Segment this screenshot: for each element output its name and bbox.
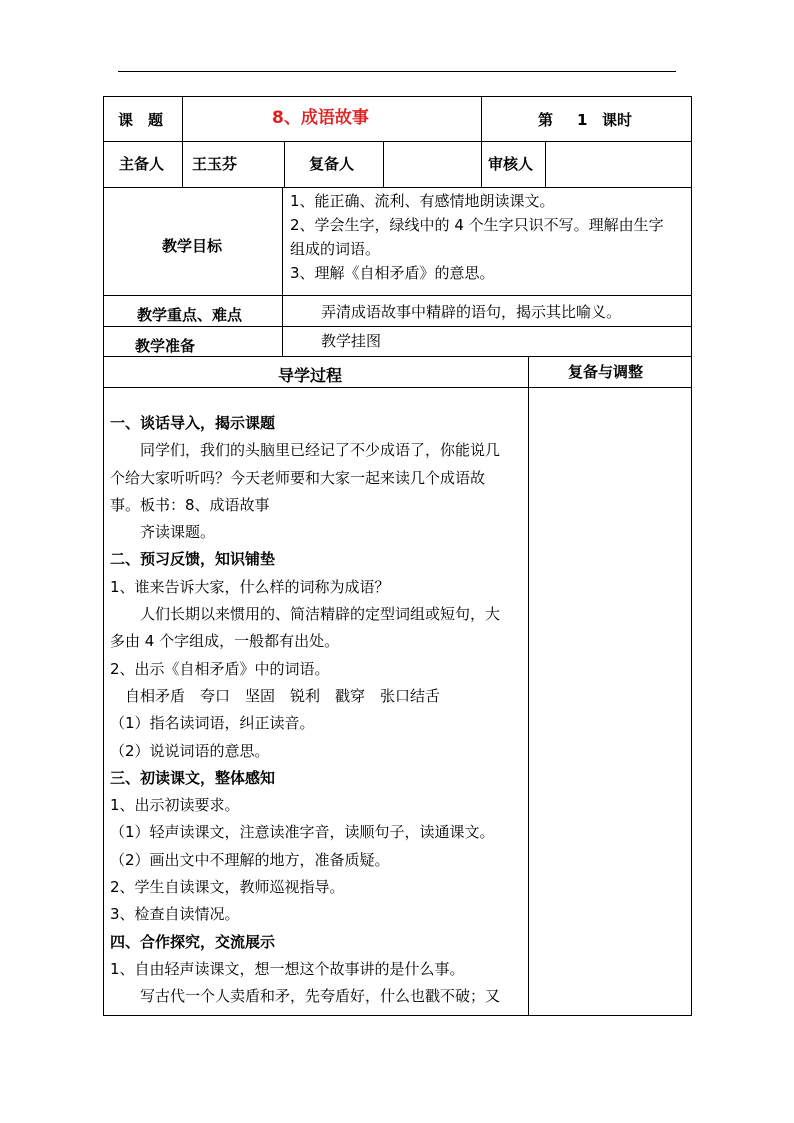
preparer-label: 主备人 [119, 155, 165, 173]
goals-label: 教学目标 [162, 237, 223, 255]
process-line: 1、谁来告诉大家，什么样的词称为成语？ [110, 577, 390, 596]
goal-line: 2、学会生字，绿线中的 4 个生字只识不写。理解由生字 [290, 216, 664, 234]
preparation-text: 教学挂图 [321, 332, 382, 350]
process-line: （2）说说词语的意思。 [110, 741, 270, 760]
process-line: （2）画出文中不理解的地方，准备质疑。 [110, 850, 390, 869]
goal-line: 组成的词语。 [290, 240, 381, 258]
process-line: 2、学生自读课文，教师巡视指导。 [110, 878, 345, 897]
process-line: 人们长期以来惯用的、简洁精辟的定型词组或短句，大 [140, 605, 501, 624]
header-rule [118, 71, 676, 72]
key-points-label: 教学重点、难点 [137, 306, 243, 324]
process-line: 齐读课题。 [140, 523, 216, 542]
preparation-label: 教学准备 [135, 337, 196, 355]
goals-list [290, 189, 664, 285]
process-line: 1、自由轻声读课文，想一想这个故事讲的是什么事。 [110, 959, 465, 978]
process-body [110, 410, 526, 1011]
section-heading: 四、合作探究，交流展示 [110, 932, 276, 951]
process-header: 导学过程 [278, 366, 343, 385]
process-line: 多由 4 个字组成，一般都有出处。 [110, 632, 340, 651]
section-heading: 二、预习反馈，知识铺垫 [110, 550, 276, 569]
process-line: 写古代一个人卖盾和矛，先夸盾好，什么也戳不破；又 [140, 987, 501, 1006]
key-points-text: 弄清成语故事中精辟的语句，揭示其比喻义。 [321, 303, 622, 321]
lesson-prefix: 第 [538, 111, 554, 129]
side-header: 复备与调整 [568, 363, 644, 381]
reviewer-label: 审核人 [488, 155, 534, 173]
process-line: 3、检查自读情况。 [110, 905, 240, 924]
process-line: （1）指名读词语，纠正读音。 [110, 714, 315, 733]
lesson-suffix: 课时 [602, 111, 633, 129]
preparer-name: 王玉芬 [192, 155, 238, 173]
process-line: 2、出示《自相矛盾》中的词语。 [110, 659, 330, 678]
process-line: （1）轻声读课文，注意读准字音，读顺句子，读通课文。 [110, 823, 495, 842]
course-title: 8、成语故事 [272, 108, 369, 128]
section-heading: 三、初读课文，整体感知 [110, 768, 276, 787]
process-line: 个给大家听听吗？今天老师要和大家一起来读几个成语故 [110, 468, 486, 487]
section-heading: 一、谈话导入，揭示课题 [110, 414, 276, 432]
course-label: 课 题 [118, 111, 164, 129]
goal-line: 1、能正确、流利、有感情地朗读课文。 [290, 192, 555, 210]
process-line: 自相矛盾 夸口 坚固 锐利 戳穿 张口结舌 [125, 686, 441, 705]
process-line: 1、出示初读要求。 [110, 796, 240, 815]
process-line: 事。板书：8、成语故事 [110, 495, 270, 514]
co-preparer-label: 复备人 [309, 155, 355, 173]
goal-line: 3、理解《自相矛盾》的意思。 [290, 264, 495, 282]
lesson-number: 1 [577, 111, 588, 129]
process-line: 同学们，我们的头脑里已经记了不少成语了，你能说几 [140, 441, 501, 460]
